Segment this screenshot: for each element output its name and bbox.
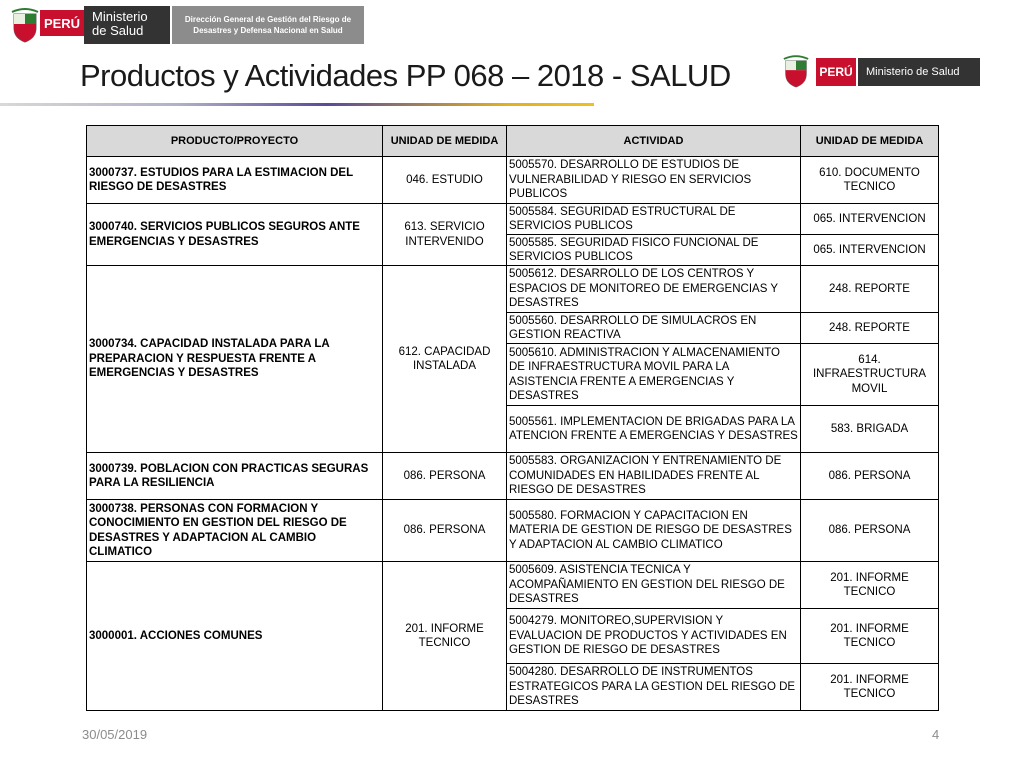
ministry-label-right: Ministerio de Salud <box>858 58 980 86</box>
header-activity-unit: UNIDAD DE MEDIDA <box>801 126 939 157</box>
activity-unit-cell: 248. REPORTE <box>801 266 939 313</box>
activity-cell: 5005561. IMPLEMENTACION DE BRIGADAS PARA LA ATENCION FRENTE A EMERGENCIAS Y DESASTRES <box>507 406 801 453</box>
product-unit-cell: 613. SERVICIO INTERVENIDO <box>383 204 507 266</box>
directorate-line-1: Dirección General de Gestión del Riesgo de <box>184 15 352 24</box>
activity-unit-cell: 201. INFORME TECNICO <box>801 664 939 711</box>
directorate-line-2: Desastres y Defensa Nacional en Salud <box>193 26 343 35</box>
activity-unit-cell: 610. DOCUMENTO TECNICO <box>801 157 939 204</box>
table-header-row <box>87 126 939 157</box>
activity-cell: 5005609. ASISTENCIA TECNICA Y ACOMPAÑAMIENTO EN GESTION DEL RIESGO DE DESASTRES <box>507 562 801 609</box>
activity-unit-cell: 065. INTERVENCION <box>801 204 939 235</box>
activity-cell: 5005570. DESARROLLO DE ESTUDIOS DE VULNERABILIDAD Y RIESGO EN SERVICIOS PUBLICOS <box>507 157 801 204</box>
ministry-label <box>84 6 170 44</box>
coat-of-arms-icon <box>782 54 810 90</box>
activity-cell: 5005583. ORGANIZACION Y ENTRENAMIENTO DE COMUNIDADES EN HABILIDADES FRENTE AL RIESGO DE DESASTRES <box>507 453 801 500</box>
activity-cell: 5004280. DESARROLLO DE INSTRUMENTOS ESTRATEGICOS PARA LA GESTION DEL RIESGO DE DESASTRES <box>507 664 801 711</box>
title-underline <box>0 103 594 106</box>
ministry-logo-right <box>782 54 982 92</box>
product-cell: 3000734. CAPACIDAD INSTALADA PARA LA PREPARACION Y RESPUESTA FRENTE A EMERGENCIAS Y DESASTRES <box>87 266 383 453</box>
activity-cell: 5005560. DESARROLLO DE SIMULACROS EN GESTION REACTIVA <box>507 313 801 344</box>
activity-unit-cell: 201. INFORME TECNICO <box>801 562 939 609</box>
coat-of-arms-icon <box>10 8 40 44</box>
product-cell: 3000740. SERVICIOS PUBLICOS SEGUROS ANTE EMERGENCIAS Y DESASTRES <box>87 204 383 266</box>
activity-unit-cell: 065. INTERVENCION <box>801 235 939 266</box>
activity-cell: 5005612. DESARROLLO DE LOS CENTROS Y ESPACIOS DE MONITOREO DE EMERGENCIAS Y DESASTRES <box>507 266 801 313</box>
table-row <box>87 453 939 500</box>
activity-unit-cell: 248. REPORTE <box>801 313 939 344</box>
directorate-label <box>172 6 364 44</box>
ministry-line-2: de Salud <box>92 23 144 38</box>
activity-unit-cell: 614. INFRAESTRUCTURA MOVIL <box>801 344 939 406</box>
activity-cell: 5005580. FORMACION Y CAPACITACION EN MATERIA DE GESTION DE RIESGO DE DESASTRES Y ADAPTACION AL CAMBIO CLIMATICO <box>507 500 801 562</box>
product-unit-cell: 086. PERSONA <box>383 500 507 562</box>
page-title: Productos y Actividades PP 068 – 2018 - SALUD <box>80 58 731 93</box>
table-row <box>87 562 939 609</box>
header-product: PRODUCTO/PROYECTO <box>87 126 383 157</box>
activity-unit-cell: 086. PERSONA <box>801 500 939 562</box>
product-cell: 3000738. PERSONAS CON FORMACION Y CONOCIMIENTO EN GESTION DEL RIESGO DE DESASTRES Y ADAPTACION AL CAMBIO CLIMATICO <box>87 500 383 562</box>
activity-unit-cell: 201. INFORME TECNICO <box>801 609 939 664</box>
table-row <box>87 204 939 235</box>
activity-cell: 5005610. ADMINISTRACION Y ALMACENAMIENTO DE INFRAESTRUCTURA MOVIL PARA LA ASISTENCIA FRENTE A EMERGENCIAS Y DESASTRES <box>507 344 801 406</box>
page-number: 4 <box>932 727 940 742</box>
header-activity: ACTIVIDAD <box>507 126 801 157</box>
peru-label-right: PERÚ <box>816 58 856 86</box>
table-row <box>87 500 939 562</box>
activity-cell: 5005584. SEGURIDAD ESTRUCTURAL DE SERVICIOS PUBLICOS <box>507 204 801 235</box>
products-activities-table <box>86 125 939 711</box>
product-cell: 3000001. ACCIONES COMUNES <box>87 562 383 711</box>
product-unit-cell: 086. PERSONA <box>383 453 507 500</box>
product-cell: 3000737. ESTUDIOS PARA LA ESTIMACION DEL RIESGO DE DESASTRES <box>87 157 383 204</box>
table-row <box>87 157 939 204</box>
activity-unit-cell: 583. BRIGADA <box>801 406 939 453</box>
activity-cell: 5005585. SEGURIDAD FISICO FUNCIONAL DE SERVICIOS PUBLICOS <box>507 235 801 266</box>
footer-date: 30/05/2019 <box>82 727 148 742</box>
product-unit-cell: 201. INFORME TECNICO <box>383 562 507 711</box>
header-product-unit: UNIDAD DE MEDIDA <box>383 126 507 157</box>
activity-unit-cell: 086. PERSONA <box>801 453 939 500</box>
table-row <box>87 266 939 313</box>
product-cell: 3000739. POBLACION CON PRACTICAS SEGURAS PARA LA RESILIENCIA <box>87 453 383 500</box>
product-unit-cell: 046. ESTUDIO <box>383 157 507 204</box>
activity-cell: 5004279. MONITOREO,SUPERVISION Y EVALUACION DE PRODUCTOS Y ACTIVIDADES EN GESTION DE RIESGO DE DESASTRES <box>507 609 801 664</box>
peru-label: PERÚ <box>40 10 84 36</box>
product-unit-cell: 612. CAPACIDAD INSTALADA <box>383 266 507 453</box>
ministry-line-1: Ministerio <box>92 9 148 24</box>
